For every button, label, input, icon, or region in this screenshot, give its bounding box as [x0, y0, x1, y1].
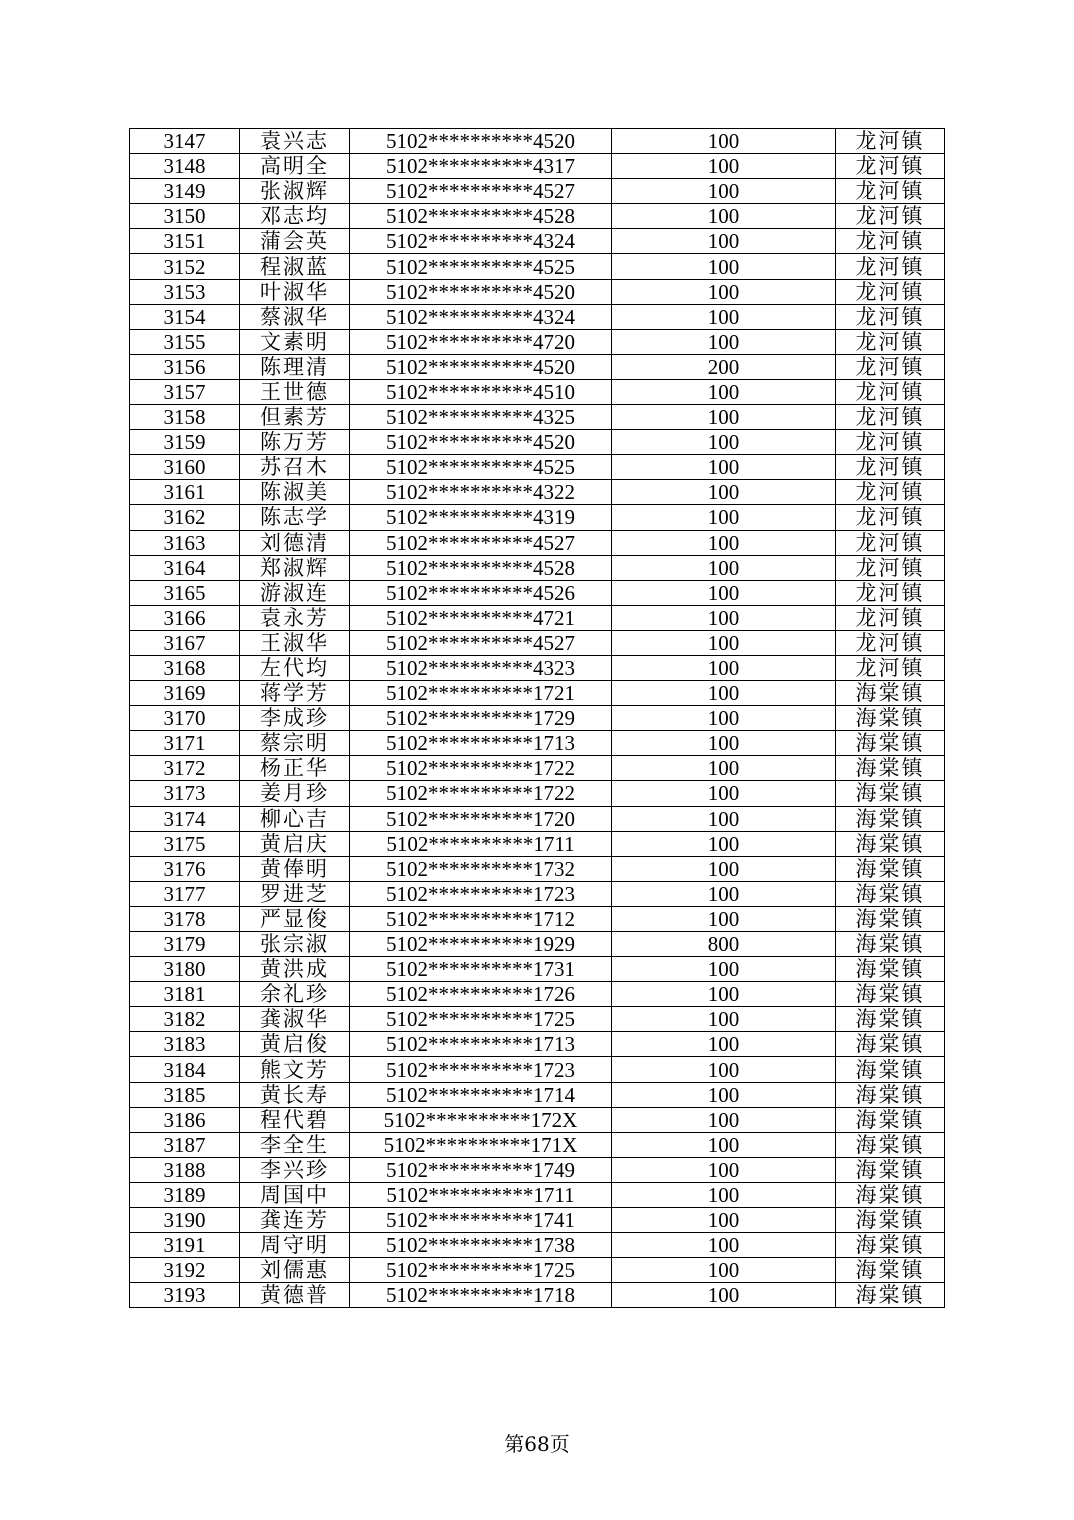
- id-number-cell: 5102**********1749: [350, 1157, 612, 1182]
- name-cell: 龚连芳: [240, 1208, 350, 1233]
- amount-cell: 100: [612, 1007, 836, 1032]
- table-row: [130, 555, 945, 580]
- serial-number-cell: 3190: [130, 1208, 240, 1233]
- amount-cell: 100: [612, 229, 836, 254]
- serial-number-cell: 3162: [130, 505, 240, 530]
- id-number-cell: 5102**********4317: [350, 154, 612, 179]
- id-number-cell: 5102**********4510: [350, 379, 612, 404]
- table-row: [130, 1208, 945, 1233]
- name-cell: 黄启庆: [240, 831, 350, 856]
- town-cell: 海棠镇: [836, 1032, 945, 1057]
- serial-number-cell: 3151: [130, 229, 240, 254]
- town-cell: 龙河镇: [836, 505, 945, 530]
- id-number-cell: 5102**********4527: [350, 179, 612, 204]
- id-number-cell: 5102**********1714: [350, 1082, 612, 1107]
- serial-number-cell: 3183: [130, 1032, 240, 1057]
- name-cell: 严显俊: [240, 906, 350, 931]
- town-cell: 龙河镇: [836, 179, 945, 204]
- table-row: [130, 957, 945, 982]
- id-number-cell: 5102**********1731: [350, 957, 612, 982]
- amount-cell: 100: [612, 856, 836, 881]
- town-cell: 龙河镇: [836, 630, 945, 655]
- name-cell: 黄俸明: [240, 856, 350, 881]
- amount-cell: 100: [612, 1208, 836, 1233]
- serial-number-cell: 3193: [130, 1283, 240, 1308]
- name-cell: 叶淑华: [240, 279, 350, 304]
- id-number-cell: 5102**********172X: [350, 1107, 612, 1132]
- amount-cell: 100: [612, 555, 836, 580]
- serial-number-cell: 3189: [130, 1182, 240, 1207]
- name-cell: 黄洪成: [240, 957, 350, 982]
- id-number-cell: 5102**********4721: [350, 605, 612, 630]
- name-cell: 刘德清: [240, 530, 350, 555]
- amount-cell: 100: [612, 1283, 836, 1308]
- serial-number-cell: 3156: [130, 354, 240, 379]
- id-number-cell: 5102**********4324: [350, 304, 612, 329]
- town-cell: 龙河镇: [836, 455, 945, 480]
- amount-cell: 100: [612, 129, 836, 154]
- table-row: [130, 630, 945, 655]
- table-row: [130, 1007, 945, 1032]
- name-cell: 余礼珍: [240, 982, 350, 1007]
- name-cell: 蔡淑华: [240, 304, 350, 329]
- town-cell: 龙河镇: [836, 154, 945, 179]
- serial-number-cell: 3166: [130, 605, 240, 630]
- serial-number-cell: 3191: [130, 1233, 240, 1258]
- serial-number-cell: 3163: [130, 530, 240, 555]
- table-row: [130, 605, 945, 630]
- table-row: [130, 1233, 945, 1258]
- table-row: [130, 254, 945, 279]
- serial-number-cell: 3172: [130, 756, 240, 781]
- id-number-cell: 5102**********4525: [350, 455, 612, 480]
- table-row: [130, 1132, 945, 1157]
- town-cell: 海棠镇: [836, 731, 945, 756]
- id-number-cell: 5102**********1721: [350, 681, 612, 706]
- serial-number-cell: 3175: [130, 831, 240, 856]
- amount-cell: 100: [612, 154, 836, 179]
- name-cell: 袁永芳: [240, 605, 350, 630]
- name-cell: 李兴珍: [240, 1157, 350, 1182]
- table-row: [130, 354, 945, 379]
- table-row: [130, 706, 945, 731]
- name-cell: 陈理清: [240, 354, 350, 379]
- name-cell: 龚淑华: [240, 1007, 350, 1032]
- serial-number-cell: 3181: [130, 982, 240, 1007]
- name-cell: 苏召木: [240, 455, 350, 480]
- id-number-cell: 5102**********4527: [350, 530, 612, 555]
- name-cell: 袁兴志: [240, 129, 350, 154]
- id-number-cell: 5102**********1732: [350, 856, 612, 881]
- serial-number-cell: 3148: [130, 154, 240, 179]
- id-number-cell: 5102**********4324: [350, 229, 612, 254]
- name-cell: 周守明: [240, 1233, 350, 1258]
- name-cell: 熊文芳: [240, 1057, 350, 1082]
- table-row: [130, 1258, 945, 1283]
- name-cell: 程淑蓝: [240, 254, 350, 279]
- table-row: [130, 129, 945, 154]
- amount-cell: 100: [612, 731, 836, 756]
- town-cell: 海棠镇: [836, 881, 945, 906]
- id-number-cell: 5102**********1723: [350, 1057, 612, 1082]
- id-number-cell: 5102**********1725: [350, 1258, 612, 1283]
- id-number-cell: 5102**********4520: [350, 279, 612, 304]
- id-number-cell: 5102**********1711: [350, 1182, 612, 1207]
- serial-number-cell: 3149: [130, 179, 240, 204]
- amount-cell: 100: [612, 1233, 836, 1258]
- amount-cell: 100: [612, 806, 836, 831]
- id-number-cell: 5102**********4520: [350, 354, 612, 379]
- id-number-cell: 5102**********1738: [350, 1233, 612, 1258]
- id-number-cell: 5102**********1723: [350, 881, 612, 906]
- town-cell: 海棠镇: [836, 1258, 945, 1283]
- amount-cell: 100: [612, 1182, 836, 1207]
- town-cell: 海棠镇: [836, 1182, 945, 1207]
- records-table-body: [130, 129, 945, 1308]
- serial-number-cell: 3192: [130, 1258, 240, 1283]
- name-cell: 王世德: [240, 379, 350, 404]
- town-cell: 海棠镇: [836, 906, 945, 931]
- town-cell: 龙河镇: [836, 530, 945, 555]
- town-cell: 龙河镇: [836, 354, 945, 379]
- amount-cell: 100: [612, 1107, 836, 1132]
- name-cell: 柳心吉: [240, 806, 350, 831]
- id-number-cell: 5102**********1713: [350, 731, 612, 756]
- table-row: [130, 154, 945, 179]
- serial-number-cell: 3178: [130, 906, 240, 931]
- name-cell: 文素明: [240, 329, 350, 354]
- id-number-cell: 5102**********4525: [350, 254, 612, 279]
- town-cell: 海棠镇: [836, 856, 945, 881]
- id-number-cell: 5102**********1720: [350, 806, 612, 831]
- town-cell: 龙河镇: [836, 555, 945, 580]
- amount-cell: 100: [612, 1157, 836, 1182]
- amount-cell: 100: [612, 681, 836, 706]
- id-number-cell: 5102**********4528: [350, 204, 612, 229]
- town-cell: 海棠镇: [836, 1208, 945, 1233]
- town-cell: 海棠镇: [836, 756, 945, 781]
- town-cell: 龙河镇: [836, 329, 945, 354]
- amount-cell: 100: [612, 430, 836, 455]
- serial-number-cell: 3154: [130, 304, 240, 329]
- table-row: [130, 1157, 945, 1182]
- name-cell: 李成珍: [240, 706, 350, 731]
- amount-cell: 100: [612, 179, 836, 204]
- name-cell: 蒲会英: [240, 229, 350, 254]
- amount-cell: 100: [612, 329, 836, 354]
- amount-cell: 100: [612, 781, 836, 806]
- town-cell: 龙河镇: [836, 605, 945, 630]
- table-row: [130, 430, 945, 455]
- town-cell: 龙河镇: [836, 655, 945, 680]
- table-row: [130, 304, 945, 329]
- table-row: [130, 580, 945, 605]
- amount-cell: 100: [612, 630, 836, 655]
- name-cell: 罗进芝: [240, 881, 350, 906]
- town-cell: 海棠镇: [836, 831, 945, 856]
- name-cell: 刘儒惠: [240, 1258, 350, 1283]
- id-number-cell: 5102**********1726: [350, 982, 612, 1007]
- id-number-cell: 5102**********4720: [350, 329, 612, 354]
- amount-cell: 100: [612, 982, 836, 1007]
- table-row: [130, 906, 945, 931]
- amount-cell: 100: [612, 480, 836, 505]
- town-cell: 海棠镇: [836, 1007, 945, 1032]
- town-cell: 龙河镇: [836, 254, 945, 279]
- id-number-cell: 5102**********1712: [350, 906, 612, 931]
- amount-cell: 100: [612, 580, 836, 605]
- town-cell: 海棠镇: [836, 806, 945, 831]
- amount-cell: 800: [612, 932, 836, 957]
- table-row: [130, 480, 945, 505]
- town-cell: 海棠镇: [836, 781, 945, 806]
- table-row: [130, 932, 945, 957]
- table-row: [130, 229, 945, 254]
- table-row: [130, 655, 945, 680]
- amount-cell: 100: [612, 505, 836, 530]
- table-row: [130, 731, 945, 756]
- table-row: [130, 982, 945, 1007]
- town-cell: 海棠镇: [836, 1132, 945, 1157]
- town-cell: 海棠镇: [836, 1107, 945, 1132]
- serial-number-cell: 3180: [130, 957, 240, 982]
- serial-number-cell: 3174: [130, 806, 240, 831]
- amount-cell: 100: [612, 379, 836, 404]
- serial-number-cell: 3187: [130, 1132, 240, 1157]
- serial-number-cell: 3177: [130, 881, 240, 906]
- name-cell: 黄长寿: [240, 1082, 350, 1107]
- id-number-cell: 5102**********4325: [350, 405, 612, 430]
- amount-cell: 100: [612, 706, 836, 731]
- table-row: [130, 379, 945, 404]
- serial-number-cell: 3158: [130, 405, 240, 430]
- amount-cell: 100: [612, 881, 836, 906]
- serial-number-cell: 3161: [130, 480, 240, 505]
- serial-number-cell: 3147: [130, 129, 240, 154]
- table-row: [130, 1107, 945, 1132]
- id-number-cell: 5102**********1929: [350, 932, 612, 957]
- name-cell: 张宗淑: [240, 932, 350, 957]
- town-cell: 龙河镇: [836, 405, 945, 430]
- serial-number-cell: 3152: [130, 254, 240, 279]
- amount-cell: 100: [612, 756, 836, 781]
- table-row: [130, 681, 945, 706]
- town-cell: 海棠镇: [836, 1082, 945, 1107]
- town-cell: 海棠镇: [836, 1233, 945, 1258]
- amount-cell: 100: [612, 957, 836, 982]
- id-number-cell: 5102**********171X: [350, 1132, 612, 1157]
- name-cell: 杨正华: [240, 756, 350, 781]
- town-cell: 海棠镇: [836, 1057, 945, 1082]
- id-number-cell: 5102**********1729: [350, 706, 612, 731]
- serial-number-cell: 3184: [130, 1057, 240, 1082]
- name-cell: 蒋学芳: [240, 681, 350, 706]
- id-number-cell: 5102**********4323: [350, 655, 612, 680]
- id-number-cell: 5102**********4527: [350, 630, 612, 655]
- town-cell: 龙河镇: [836, 430, 945, 455]
- serial-number-cell: 3185: [130, 1082, 240, 1107]
- serial-number-cell: 3167: [130, 630, 240, 655]
- amount-cell: 100: [612, 605, 836, 630]
- amount-cell: 100: [612, 405, 836, 430]
- id-number-cell: 5102**********1722: [350, 756, 612, 781]
- table-row: [130, 781, 945, 806]
- serial-number-cell: 3153: [130, 279, 240, 304]
- id-number-cell: 5102**********4520: [350, 129, 612, 154]
- name-cell: 游淑连: [240, 580, 350, 605]
- table-row: [130, 1057, 945, 1082]
- amount-cell: 100: [612, 254, 836, 279]
- id-number-cell: 5102**********4520: [350, 430, 612, 455]
- serial-number-cell: 3159: [130, 430, 240, 455]
- table-row: [130, 505, 945, 530]
- town-cell: 海棠镇: [836, 706, 945, 731]
- town-cell: 海棠镇: [836, 681, 945, 706]
- amount-cell: 100: [612, 304, 836, 329]
- serial-number-cell: 3179: [130, 932, 240, 957]
- amount-cell: 100: [612, 1082, 836, 1107]
- town-cell: 海棠镇: [836, 1157, 945, 1182]
- town-cell: 海棠镇: [836, 932, 945, 957]
- name-cell: 陈志学: [240, 505, 350, 530]
- table-row: [130, 1082, 945, 1107]
- id-number-cell: 5102**********1722: [350, 781, 612, 806]
- amount-cell: 100: [612, 1258, 836, 1283]
- records-table: [129, 128, 945, 1308]
- town-cell: 龙河镇: [836, 480, 945, 505]
- id-number-cell: 5102**********1711: [350, 831, 612, 856]
- serial-number-cell: 3160: [130, 455, 240, 480]
- amount-cell: 100: [612, 655, 836, 680]
- amount-cell: 100: [612, 906, 836, 931]
- id-number-cell: 5102**********4319: [350, 505, 612, 530]
- town-cell: 海棠镇: [836, 982, 945, 1007]
- name-cell: 陈万芳: [240, 430, 350, 455]
- serial-number-cell: 3165: [130, 580, 240, 605]
- amount-cell: 200: [612, 354, 836, 379]
- town-cell: 龙河镇: [836, 279, 945, 304]
- id-number-cell: 5102**********1718: [350, 1283, 612, 1308]
- amount-cell: 100: [612, 1132, 836, 1157]
- serial-number-cell: 3170: [130, 706, 240, 731]
- serial-number-cell: 3157: [130, 379, 240, 404]
- id-number-cell: 5102**********1741: [350, 1208, 612, 1233]
- id-number-cell: 5102**********4322: [350, 480, 612, 505]
- town-cell: 龙河镇: [836, 229, 945, 254]
- table-row: [130, 806, 945, 831]
- town-cell: 龙河镇: [836, 204, 945, 229]
- id-number-cell: 5102**********4528: [350, 555, 612, 580]
- serial-number-cell: 3169: [130, 681, 240, 706]
- amount-cell: 100: [612, 1057, 836, 1082]
- name-cell: 但素芳: [240, 405, 350, 430]
- amount-cell: 100: [612, 279, 836, 304]
- serial-number-cell: 3150: [130, 204, 240, 229]
- amount-cell: 100: [612, 455, 836, 480]
- town-cell: 龙河镇: [836, 304, 945, 329]
- serial-number-cell: 3188: [130, 1157, 240, 1182]
- table-row: [130, 455, 945, 480]
- table-row: [130, 405, 945, 430]
- amount-cell: 100: [612, 831, 836, 856]
- table-row: [130, 1032, 945, 1057]
- table-row: [130, 179, 945, 204]
- name-cell: 左代均: [240, 655, 350, 680]
- table-row: [130, 1182, 945, 1207]
- name-cell: 姜月珍: [240, 781, 350, 806]
- town-cell: 海棠镇: [836, 1283, 945, 1308]
- serial-number-cell: 3168: [130, 655, 240, 680]
- amount-cell: 100: [612, 1032, 836, 1057]
- name-cell: 陈淑美: [240, 480, 350, 505]
- name-cell: 张淑辉: [240, 179, 350, 204]
- name-cell: 程代碧: [240, 1107, 350, 1132]
- table-row: [130, 856, 945, 881]
- table-row: [130, 881, 945, 906]
- serial-number-cell: 3155: [130, 329, 240, 354]
- name-cell: 高明全: [240, 154, 350, 179]
- name-cell: 黄启俊: [240, 1032, 350, 1057]
- serial-number-cell: 3164: [130, 555, 240, 580]
- town-cell: 龙河镇: [836, 580, 945, 605]
- id-number-cell: 5102**********4526: [350, 580, 612, 605]
- town-cell: 海棠镇: [836, 957, 945, 982]
- serial-number-cell: 3182: [130, 1007, 240, 1032]
- serial-number-cell: 3171: [130, 731, 240, 756]
- table-row: [130, 831, 945, 856]
- town-cell: 龙河镇: [836, 379, 945, 404]
- serial-number-cell: 3173: [130, 781, 240, 806]
- name-cell: 李全生: [240, 1132, 350, 1157]
- page-number: 第68页: [504, 1432, 570, 1456]
- id-number-cell: 5102**********1725: [350, 1007, 612, 1032]
- name-cell: 蔡宗明: [240, 731, 350, 756]
- table-row: [130, 279, 945, 304]
- name-cell: 王淑华: [240, 630, 350, 655]
- table-row: [130, 1283, 945, 1308]
- serial-number-cell: 3186: [130, 1107, 240, 1132]
- amount-cell: 100: [612, 530, 836, 555]
- table-row: [130, 329, 945, 354]
- name-cell: 黄德普: [240, 1283, 350, 1308]
- town-cell: 龙河镇: [836, 129, 945, 154]
- name-cell: 郑淑辉: [240, 555, 350, 580]
- id-number-cell: 5102**********1713: [350, 1032, 612, 1057]
- table-row: [130, 756, 945, 781]
- table-row: [130, 530, 945, 555]
- amount-cell: 100: [612, 204, 836, 229]
- table-row: [130, 204, 945, 229]
- name-cell: 周国中: [240, 1182, 350, 1207]
- serial-number-cell: 3176: [130, 856, 240, 881]
- name-cell: 邓志均: [240, 204, 350, 229]
